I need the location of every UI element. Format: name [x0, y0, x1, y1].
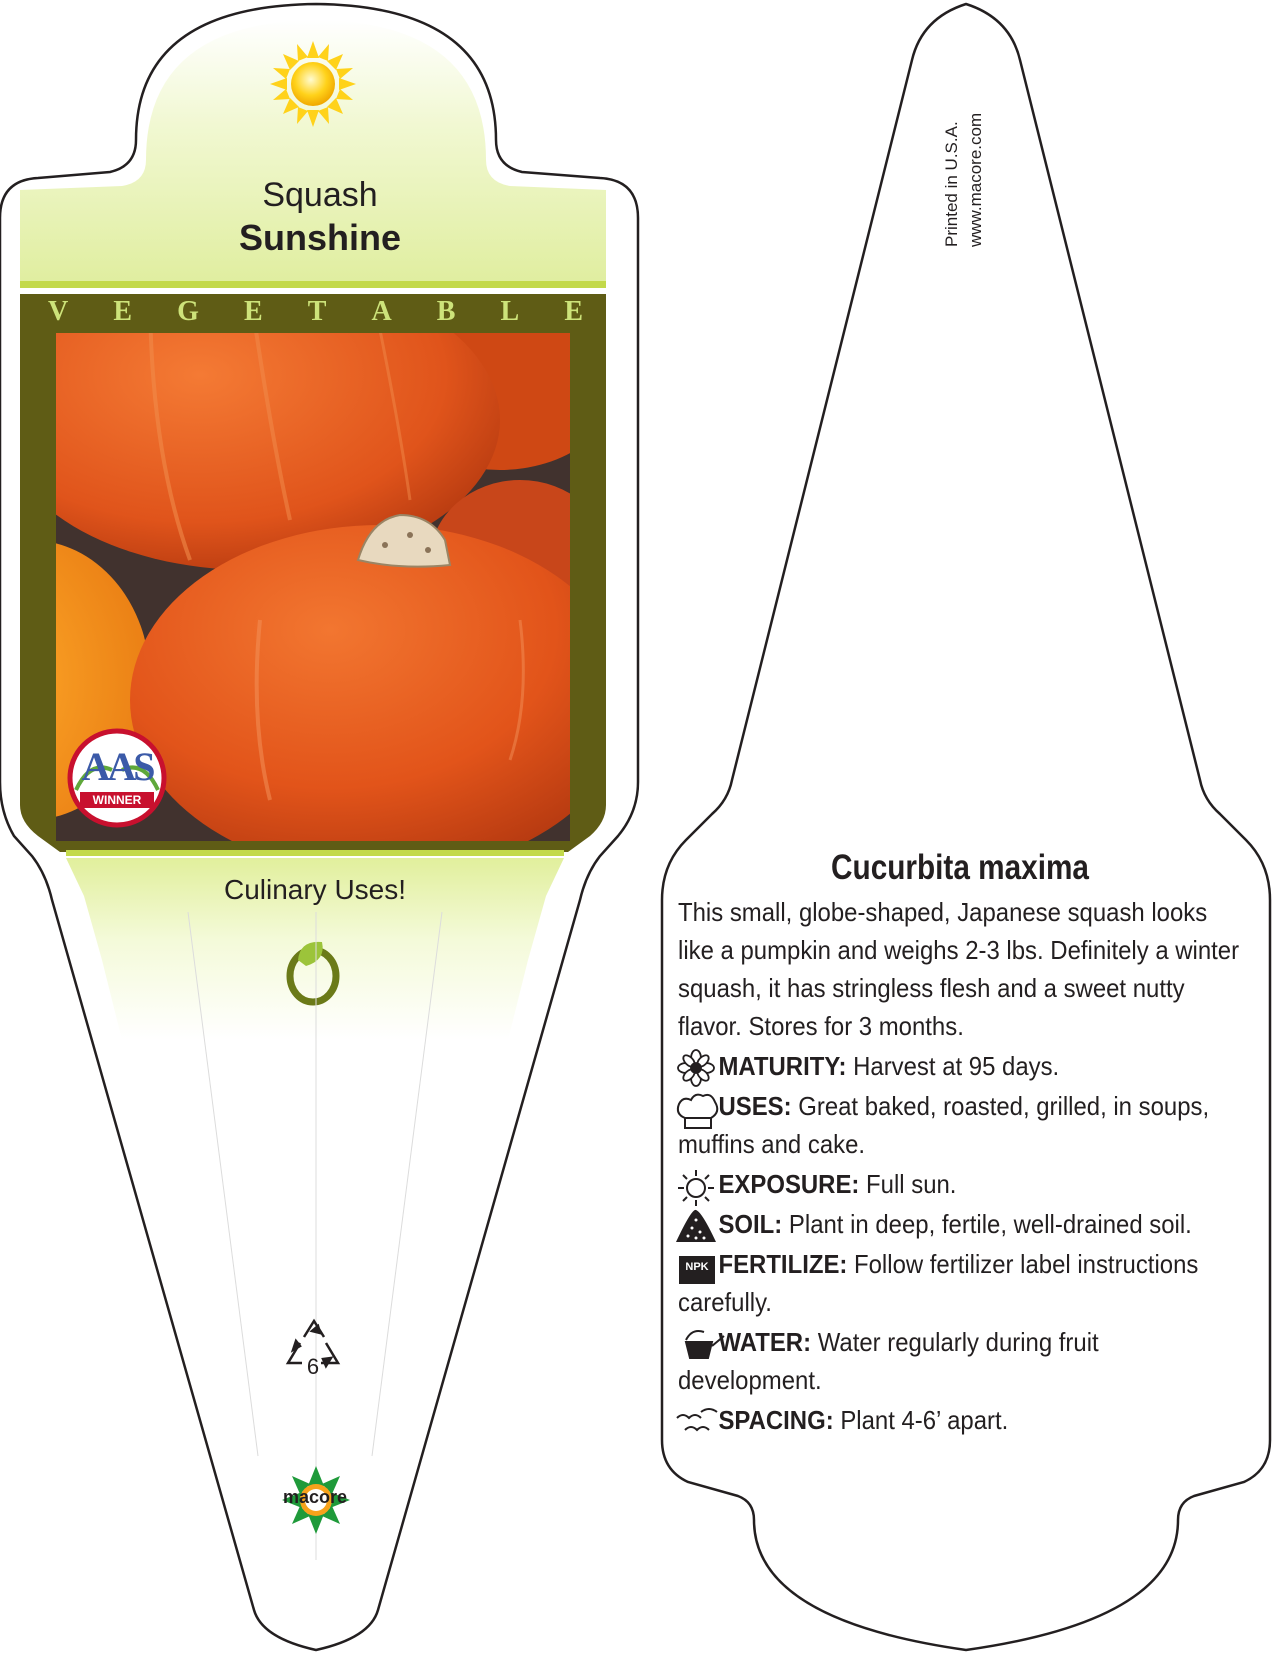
category-letter: A — [371, 296, 392, 327]
print-info — [940, 32, 1170, 252]
care-item-uses — [678, 1087, 1248, 1163]
care-text: Great baked, roasted, grilled, in soups, muffins and cake. — [678, 1091, 1210, 1159]
aas-badge-letters: AAS — [81, 744, 153, 789]
care-text: Follow fertilizer label instructions carefully. — [678, 1249, 1199, 1317]
recycle-number: 6 — [306, 1354, 320, 1379]
sun-outline-icon — [678, 1169, 713, 1199]
care-label: FERTILIZE: — [718, 1249, 848, 1279]
category-letter: E — [113, 296, 132, 327]
printed-in: Printed in U.S.A. — [942, 121, 961, 247]
care-text: Harvest at 95 days. — [853, 1051, 1060, 1081]
description: This small, globe-shaped, Japanese squash looks like a pumpkin and weighs 2-3 lbs. Definitely a winter squash, it has stringless flesh and a sweet nutty flavor. Stores for 3 months. — [678, 897, 1240, 1041]
spacing-seedlings-icon — [678, 1405, 713, 1435]
category-letter: T — [307, 296, 327, 327]
category-letter: G — [177, 296, 199, 327]
soil-pile-icon — [678, 1209, 713, 1239]
use-label: Culinary Uses! — [223, 874, 407, 905]
variety-name: Sunshine — [238, 217, 402, 258]
care-label: WATER: — [718, 1327, 812, 1357]
care-item-water — [678, 1323, 1248, 1399]
category-letter: L — [500, 296, 520, 327]
care-item-exposure — [678, 1165, 1248, 1203]
care-item-fertilize — [678, 1245, 1248, 1321]
category-letter: B — [436, 296, 456, 327]
category-letter: V — [48, 296, 69, 327]
category-letter: E — [564, 296, 583, 327]
care-label: SOIL: — [718, 1209, 783, 1239]
website: www.macore.com — [966, 112, 985, 247]
care-text: Plant 4-6’ apart. — [840, 1405, 1009, 1435]
care-item-soil — [678, 1205, 1248, 1243]
botanical-name: Cucurbita maxima — [831, 848, 1089, 887]
category-letter: E — [243, 296, 263, 327]
care-label: MATURITY: — [718, 1051, 847, 1081]
care-item-spacing — [678, 1401, 1248, 1439]
npk-icon-label: NPK — [685, 1261, 709, 1273]
chef-hat-icon — [678, 1091, 713, 1121]
common-name: Squash — [262, 176, 378, 214]
care-label: SPACING: — [718, 1405, 834, 1435]
care-item-maturity — [678, 1047, 1248, 1085]
aas-badge-label: WINNER — [92, 793, 142, 807]
care-label: EXPOSURE: — [718, 1169, 860, 1199]
flower-icon — [678, 1051, 713, 1081]
brand-logo-text: macore — [282, 1487, 348, 1507]
category-heading — [48, 296, 583, 328]
care-text: Full sun. — [866, 1169, 957, 1199]
back-body — [678, 893, 1248, 1439]
lower-rule — [66, 850, 564, 856]
watering-can-icon — [678, 1327, 713, 1357]
header-rule — [20, 281, 606, 288]
care-text: Water regularly during fruit development. — [678, 1327, 1099, 1395]
care-label: USES: — [718, 1091, 792, 1121]
care-text: Plant in deep, fertile, well-drained soil. — [788, 1209, 1192, 1239]
